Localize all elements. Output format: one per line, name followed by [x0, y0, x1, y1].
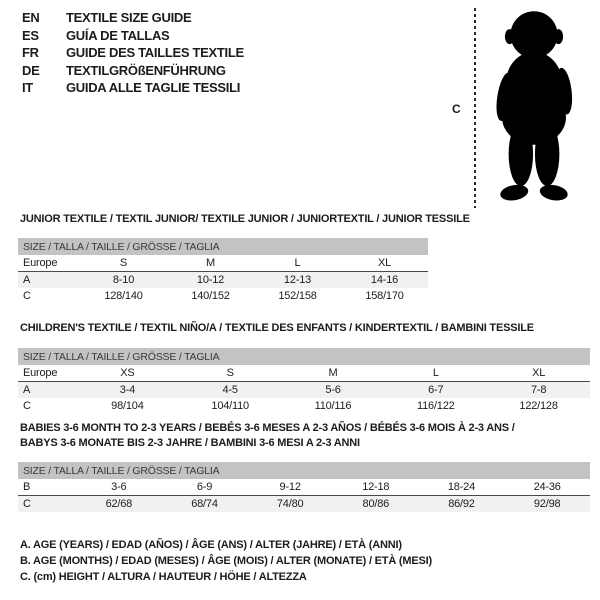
row-label: C [18, 496, 76, 513]
language-code: ES [22, 27, 39, 43]
table-row [18, 288, 428, 304]
guide-title-de: TEXTILGRÖßENFÜHRUNG [66, 62, 226, 78]
language-row [22, 27, 244, 45]
table-cell: 104/110 [211, 400, 249, 412]
table-cell: 5-6 [282, 382, 385, 399]
size-header-row [18, 462, 590, 479]
table-cell: S [80, 255, 167, 272]
guide-title-es: GUÍA DE TALLAS [66, 27, 170, 43]
table-row [18, 255, 428, 272]
table-cell: 8-10 [80, 272, 167, 289]
table-cell: XS [76, 365, 179, 382]
height-c-label: C [452, 102, 461, 116]
language-row [22, 9, 244, 27]
table-cell: 98/104 [111, 400, 144, 412]
table-row [18, 365, 590, 382]
table-cell: 10-12 [167, 272, 254, 289]
language-guide-header [22, 9, 244, 97]
language-code: DE [22, 62, 40, 78]
table-cell: L [254, 255, 341, 272]
measurement-legend [20, 537, 432, 585]
table-cell: 68/74 [162, 496, 248, 513]
table-row [18, 398, 590, 414]
table-row [18, 479, 590, 496]
language-row [22, 62, 244, 80]
table-row [18, 496, 590, 513]
row-label: Europe [18, 255, 80, 272]
legend-age-years: A. AGE (YEARS) / EDAD (AÑOS) / ÂGE (ANS) / ALTER (JAHRE) / ETÀ (ANNI) [20, 539, 402, 551]
table-cell: 110/116 [314, 400, 352, 412]
size-header-row [18, 238, 428, 255]
children-table-title: CHILDREN'S TEXTILE / TEXTIL NIÑO/A / TEXTILE DES ENFANTS / KINDERTEXTIL / BAMBINI TESSILE [20, 322, 534, 334]
row-label: C [23, 290, 31, 302]
table-cell: 6-9 [162, 479, 248, 496]
guide-title-it: GUIDA ALLE TAGLIE TESSILI [66, 80, 241, 95]
table-cell: 152/158 [278, 290, 317, 302]
babies-table-title [20, 421, 580, 451]
table-cell: 3-4 [76, 382, 179, 399]
table-cell: 122/128 [519, 400, 558, 412]
language-row [22, 44, 244, 62]
table-cell: M [282, 365, 385, 382]
table-cell: 140/152 [191, 290, 230, 302]
table-cell: 12-13 [254, 272, 341, 289]
table-cell: 80/86 [333, 496, 419, 513]
size-header-label: SIZE / TALLA / TAILLE / GRÖSSE / TAGLIA [18, 238, 428, 255]
legend-age-months: B. AGE (MONTHS) / EDAD (MESES) / ÂGE (MOIS) / ALTER (MONATE) / ETÀ (MESI) [20, 555, 432, 567]
table-cell: S [179, 365, 282, 382]
table-cell: 3-6 [76, 479, 162, 496]
table-row [18, 382, 590, 399]
language-code: EN [22, 10, 40, 25]
size-header-label: SIZE / TALLA / TAILLE / GRÖSSE / TAGLIA [18, 348, 590, 365]
table-cell: XL [341, 255, 428, 272]
language-row [22, 79, 244, 97]
table-cell: 92/98 [504, 496, 590, 513]
guide-title-en: TEXTILE SIZE GUIDE [66, 10, 192, 25]
table-cell: 6-7 [384, 382, 487, 399]
height-dashed-line [474, 8, 476, 208]
size-header-row [18, 348, 590, 365]
baby-silhouette-image [487, 9, 581, 209]
table-cell: 158/170 [365, 290, 404, 302]
babies-size-table [18, 462, 590, 512]
table-cell: 4-5 [179, 382, 282, 399]
table-cell: 18-24 [419, 479, 505, 496]
junior-table-title: JUNIOR TEXTILE / TEXTIL JUNIOR/ TEXTILE JUNIOR / JUNIORTEXTIL / JUNIOR TESSILE [20, 213, 470, 225]
table-cell: 9-12 [247, 479, 333, 496]
table-cell: 12-18 [333, 479, 419, 496]
table-cell: L [384, 365, 487, 382]
size-header-label: SIZE / TALLA / TAILLE / GRÖSSE / TAGLIA [18, 462, 590, 479]
language-code: FR [22, 45, 39, 60]
guide-title-fr: GUIDE DES TAILLES TEXTILE [66, 45, 244, 60]
table-cell: 74/80 [247, 496, 333, 513]
junior-size-table [18, 238, 428, 304]
table-cell: 86/92 [419, 496, 505, 513]
row-label: C [23, 400, 31, 412]
row-label: B [18, 479, 76, 496]
row-label: A [18, 382, 76, 399]
table-cell: M [167, 255, 254, 272]
row-label: Europe [18, 365, 76, 382]
legend-height: C. (cm) HEIGHT / ALTURA / HAUTEUR / HÖHE / ALTEZZA [20, 571, 307, 583]
table-cell: XL [487, 365, 590, 382]
table-cell: 7-8 [487, 382, 590, 399]
table-row [18, 272, 428, 289]
babies-title-line1: BABIES 3-6 MONTH TO 2-3 YEARS / BEBÉS 3-6 MESES A 2-3 AÑOS / BÉBÉS 3-6 MOIS À 2-3 ANS / [20, 422, 515, 434]
table-cell: 116/122 [417, 400, 455, 412]
children-size-table [18, 348, 590, 414]
row-label: A [18, 272, 80, 289]
table-cell: 62/68 [76, 496, 162, 513]
table-cell: 14-16 [341, 272, 428, 289]
babies-title-line2: BABYS 3-6 MONATE BIS 2-3 JAHRE / BAMBINI 3-6 MESI A 2-3 ANNI [20, 437, 360, 449]
language-code: IT [22, 80, 33, 95]
table-cell: 24-36 [504, 479, 590, 496]
table-cell: 128/140 [104, 290, 143, 302]
